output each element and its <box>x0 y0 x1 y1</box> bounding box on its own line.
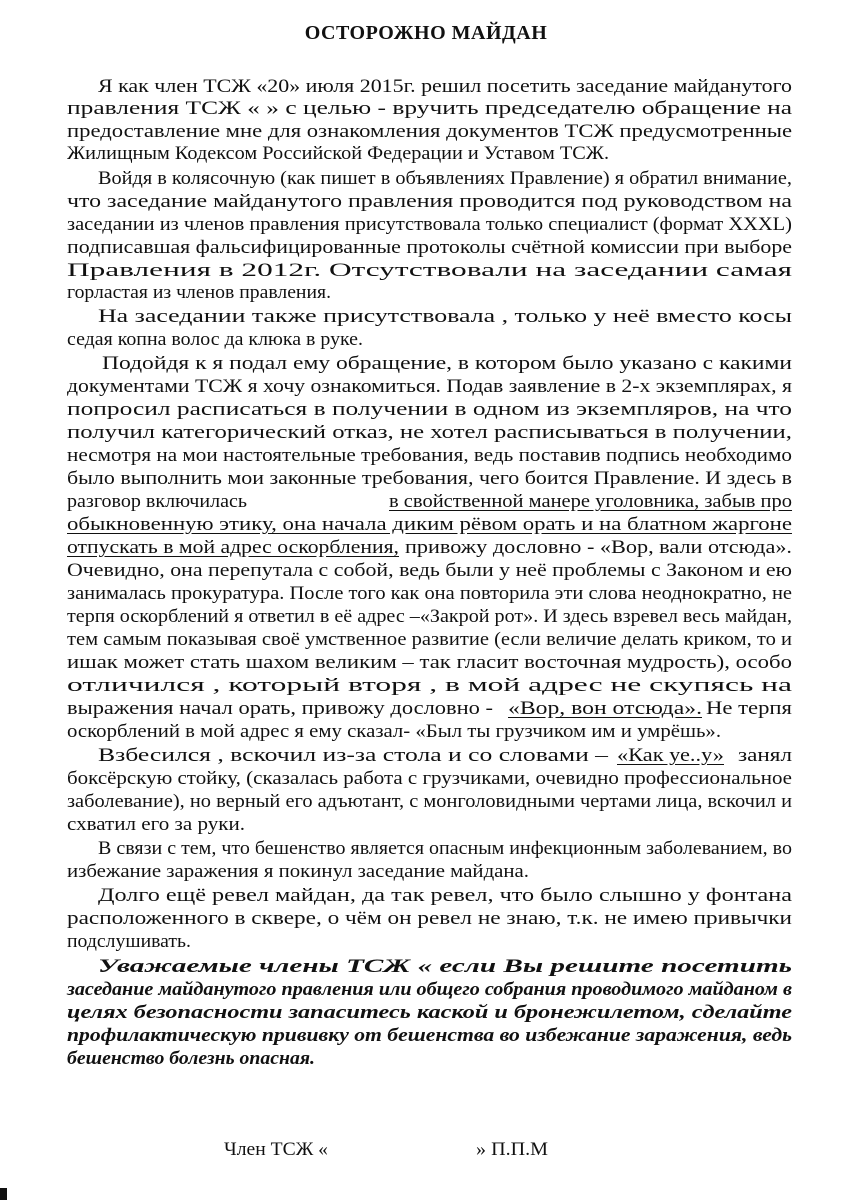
text-line: в свойственной манере уголовника, забыв про <box>389 492 793 512</box>
text-line: выражения начал орать, привожу дословно - <box>67 699 494 719</box>
text-line: подслушивать. <box>67 932 192 952</box>
text-line: избежание заражения я покинул заседание майдана. <box>67 862 530 882</box>
text-line: Войдя в колясочную (как пишет в объявлениях Правление) я обратил внимание, <box>98 169 793 189</box>
text-line: заседании из членов правления присутствовала только специалист (формат XXXL) <box>67 215 792 235</box>
text-line: целях безопасности запаситесь каской и бронежилетом, сделайте <box>67 1003 793 1023</box>
text-line: Правления в 2012г. Отсутствовали на заседании самая <box>67 261 793 281</box>
text-line: заседание майданутого правления или общего собрания проводимого майданом в <box>67 980 792 1000</box>
text-line: Я как член ТСЖ «20» июля 2015г. решил посетить заседание майданутого <box>98 77 792 97</box>
margin-mark <box>0 1188 7 1200</box>
text-line: предоставление мне для ознакомления документов ТСЖ предусмотренные <box>67 122 793 142</box>
text-line: ишак может стать шахом великим – так гласит восточная мудрость), особо <box>67 653 792 673</box>
text-line: В связи с тем, что бешенство является опасным инфекционным заболеванием, во <box>98 839 793 859</box>
text-line: терпя оскорблений я ответил в её адрес –«Закрой рот». И здесь взревел весь майдан, <box>67 607 793 627</box>
text-line: Член ТСЖ « <box>224 1140 328 1160</box>
text-line: было выполнить мои законные требования, чего боится Правление. И здесь в <box>67 469 792 489</box>
text-line: получил категорический отказ, не хотел расписываться в получении, <box>67 423 792 443</box>
text-line: правления ТСЖ « » с целью - вручить председателю обращение на <box>67 99 793 119</box>
text-line: Не терпя <box>706 699 792 719</box>
document-title: ОСТОРОЖНО МАЙДАН <box>304 22 548 44</box>
text-line: Очевидно, она перепутала с собой, ведь были у неё проблемы с Законом и ею <box>67 561 792 581</box>
text-line: обыкновенную этику, она начала диким рёвом орать и на блатном жаргоне <box>67 515 792 535</box>
text-line: «Как уе..у» <box>617 746 724 766</box>
text-line: Жилищным Кодексом Российской Федерации и Уставом ТСЖ. <box>67 144 610 164</box>
text-line: разговор включилась <box>67 492 247 512</box>
text-line: Долго ещё ревел майдан, да так ревел, что было слышно у фонтана <box>98 886 792 906</box>
text-line: расположенного в сквере, о чём он ревел не знаю, т.к. не имею привычки <box>67 909 792 929</box>
text-line: отличился , который вторя , в мой адрес не скупясь на <box>67 676 792 696</box>
text-line: что заседание майданутого правления проводится под руководством на <box>67 192 793 212</box>
text-line: попросил расписаться в получении в одном из экземпляров, на что <box>67 400 793 420</box>
text-line: подписавшая фальсифицированные протоколы счётной комиссии при выборе <box>67 238 792 258</box>
text-line: профилактическую прививку от бешенства во избежание заражения, ведь <box>67 1026 792 1046</box>
text-line: Взбесился , вскочил из-за стола и со словами – <box>98 746 608 766</box>
text-line: боксёрскую стойку, (сказалась работа с грузчиками, очевидно профессиональное <box>67 769 793 789</box>
text-line: документами ТСЖ я хочу ознакомиться. Подав заявление в 2-х экземплярах, я <box>67 377 792 397</box>
text-line: бешенство болезнь опасная. <box>67 1049 316 1069</box>
text-line: оскорблений в мой адрес я ему сказал- «Был ты грузчиком им и умрёшь». <box>67 722 722 742</box>
text-line: » П.П.М <box>476 1140 548 1160</box>
text-line: Подойдя к я подал ему обращение, в котором было указано с какими <box>102 354 792 374</box>
text-line: занял <box>738 746 792 766</box>
text-line: несмотря на мои настоятельные требования, ведь поставив подпись необходимо <box>67 446 792 466</box>
text-line: схватил его за руки. <box>67 815 245 835</box>
text-line: На заседании также присутствовала , только у неё вместо косы <box>98 307 792 327</box>
text-line: седая копна волос да клюка в руке. <box>67 330 363 350</box>
text-line: привожу дословно - «Вор, вали отсюда». <box>405 538 792 558</box>
text-line: Уважаемые члены ТСЖ « если Вы решите посетить <box>98 957 793 977</box>
text-line: отпускать в мой адрес оскорбления, <box>67 538 399 558</box>
text-line: горластая из членов правления. <box>67 283 331 303</box>
text-line: «Вор, вон отсюда». <box>508 699 702 719</box>
text-line: тем самым показывая своё умственное развитие (если величие делать криком, то и <box>67 630 793 650</box>
text-line: занималась прокуратура. После того как она повторила эти слова неоднократно, не <box>67 584 792 604</box>
text-line: заболевание), но верный его адъютант, с монголовидными чертами лица, вскочил и <box>67 792 792 812</box>
